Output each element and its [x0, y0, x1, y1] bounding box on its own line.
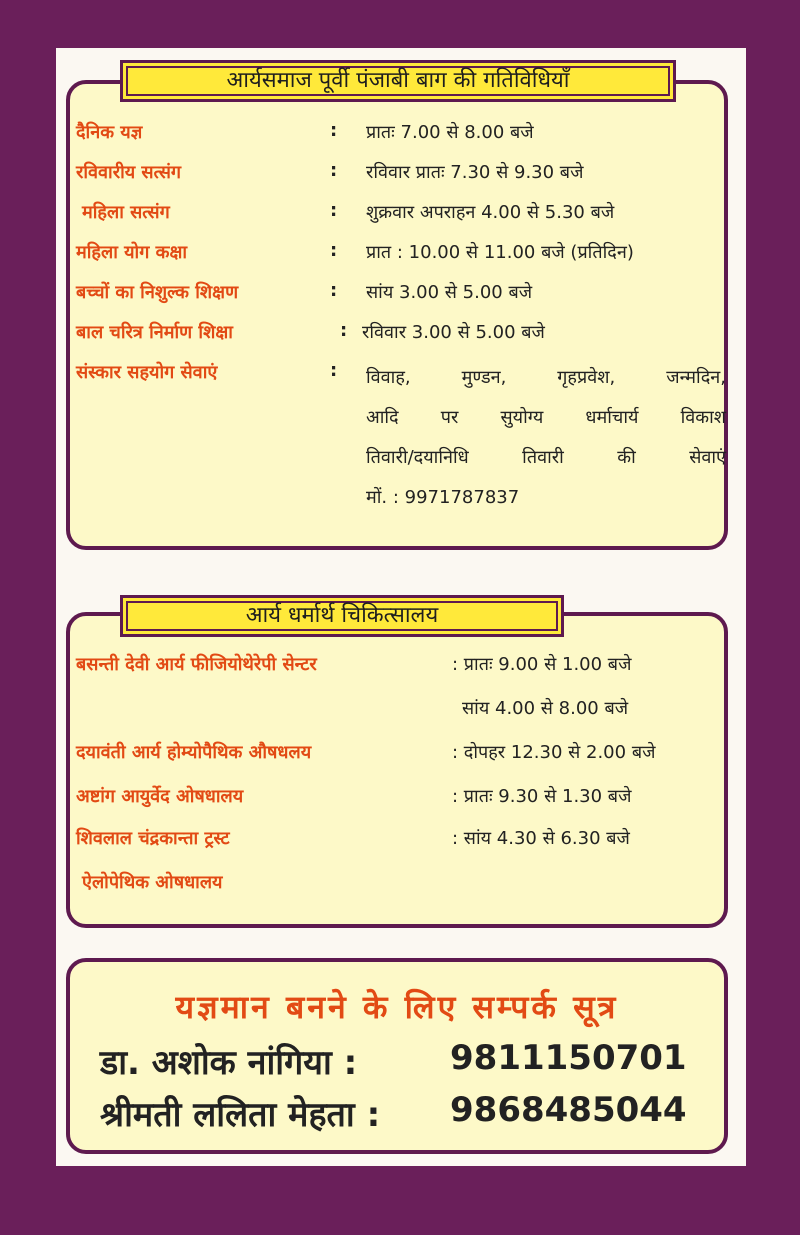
activities-title: आर्यसमाज पूर्वी पंजाबी बाग की गतिविधियाँ [120, 60, 676, 102]
clinic-label: शिवलाल चंद्रकान्ता ट्रस्ट [76, 828, 230, 849]
activity-label: महिला योग कक्षा [76, 242, 188, 263]
clinic-value: : दोपहर 12.30 से 2.00 बजे [452, 742, 656, 763]
service-line: तिवारी/दयानिधि तिवारी की सेवाएं [366, 447, 726, 468]
colon: : [330, 240, 338, 261]
activity-value: रविवार 3.00 से 5.00 बजे [362, 322, 545, 343]
contact-title: यज्ञमान बनने के लिए सम्पर्क सूत्र [175, 988, 619, 1026]
service-line: विवाह, मुण्डन, गृहप्रवेश, जन्मदिन, [366, 367, 726, 388]
activity-label: दैनिक यज्ञ [76, 122, 143, 143]
contact-phone: 9811150701 [450, 1038, 687, 1078]
colon: : [340, 320, 348, 341]
colon: : [330, 160, 338, 181]
colon: : [330, 360, 338, 381]
service-description [366, 358, 726, 518]
clinic-label: बसन्ती देवी आर्य फीजियोथेरेपी सेन्टर [76, 654, 317, 675]
contact-name: डा. अशोक नांगिया : [100, 1043, 358, 1083]
activity-value: प्रातः 7.00 से 8.00 बजे [366, 122, 534, 143]
activity-value: प्रात : 10.00 से 11.00 बजे (प्रतिदिन) [366, 242, 634, 263]
activity-label: बच्चों का निशुल्क शिक्षण [76, 282, 239, 303]
clinic-value: : सांय 4.30 से 6.30 बजे [452, 828, 630, 849]
activity-value: शुक्रवार अपराहन 4.00 से 5.30 बजे [366, 202, 615, 223]
activity-label: बाल चरित्र निर्माण शिक्षा [76, 322, 233, 343]
clinic-value: : प्रातः 9.00 से 1.00 बजे [452, 654, 632, 675]
colon: : [330, 280, 338, 301]
contact-person [100, 1038, 687, 1084]
clinic-value: सांय 4.00 से 8.00 बजे [462, 698, 629, 719]
activity-label: रविवारीय सत्संग [76, 162, 182, 183]
service-phone: मों. : 9971787837 [366, 487, 520, 508]
activity-label: संस्कार सहयोग सेवाएं [76, 362, 218, 383]
contact-name: श्रीमती ललिता मेहता : [100, 1095, 381, 1135]
clinic-title: आर्य धर्मार्थ चिकित्सालय [120, 595, 564, 637]
clinic-label: अष्टांग आयुर्वेद ओषधालय [76, 786, 244, 807]
activity-value: सांय 3.00 से 5.00 बजे [366, 282, 533, 303]
colon: : [330, 120, 338, 141]
colon: : [330, 200, 338, 221]
clinic-value: : प्रातः 9.30 से 1.30 बजे [452, 786, 632, 807]
contact-person [100, 1090, 687, 1136]
clinic-label: दयावंती आर्य होम्योपैथिक औषधलय [76, 742, 312, 763]
activity-label: महिला सत्संग [82, 202, 170, 223]
activity-value: रविवार प्रातः 7.30 से 9.30 बजे [366, 162, 584, 183]
contact-phone: 9868485044 [450, 1090, 687, 1130]
clinic-label: ऐलोपेथिक ओषधालय [82, 872, 223, 893]
service-line: आदि पर सुयोग्य धर्माचार्य विकाश [366, 407, 726, 428]
